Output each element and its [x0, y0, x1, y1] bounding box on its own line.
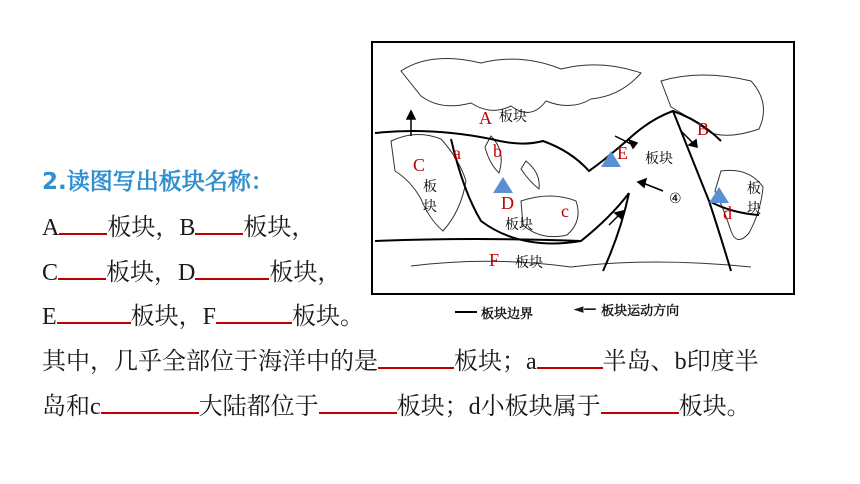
line-text: 大陆都位于 [198, 394, 319, 420]
answer-blank-plate[interactable] [319, 390, 397, 414]
answer-line-2 [42, 256, 341, 288]
question-title: 2.读图写出板块名称： [42, 169, 274, 195]
label-c: c [561, 201, 569, 221]
answer-blank-d-plate[interactable] [601, 390, 679, 414]
label-D: D [501, 193, 514, 213]
label-circle-4: ④ [669, 191, 682, 207]
answer-blank-d[interactable] [195, 256, 269, 280]
line-text: 板块，F [130, 304, 217, 330]
label-right-text1: 板 [747, 181, 761, 197]
answer-line-5 [42, 390, 751, 422]
label-F: F [489, 250, 500, 270]
line-text: 板块；d小板块属于 [396, 394, 601, 420]
answer-blank-e[interactable] [57, 300, 131, 324]
label-A-text: 板块 [499, 109, 527, 125]
legend-boundary: 板块边界 [455, 303, 533, 322]
answer-blank-b[interactable] [195, 211, 243, 235]
line-text: 其中，几乎全部位于海洋中的是 [42, 349, 378, 375]
answer-blank-c-continent[interactable] [101, 390, 199, 414]
legend-motion: ◄— 板块运动方向 [573, 302, 680, 319]
label-right-text2: 块 [747, 201, 761, 217]
label-F-text: 板块 [515, 255, 543, 271]
line-text: 半岛、b印度半 [602, 349, 759, 375]
line-text: 板块，B [107, 215, 196, 241]
map-legend [455, 300, 679, 322]
line-text: 岛和c [42, 394, 101, 420]
label-A: A [479, 108, 492, 128]
answer-line-4 [42, 345, 759, 377]
line-text: E [42, 304, 57, 330]
label-d: d [723, 203, 732, 223]
line-text: 板块，D [106, 260, 196, 286]
answer-blank-a[interactable] [59, 211, 107, 235]
label-E-text: 板块 [645, 151, 673, 167]
map-frame [372, 42, 794, 294]
line-text: A [42, 215, 60, 241]
plate-map [371, 41, 795, 295]
answer-blank-f[interactable] [216, 300, 292, 324]
line-text: 板块。 [678, 394, 751, 420]
answer-blank-ocean[interactable] [378, 345, 454, 369]
answer-blank-a-peninsula[interactable] [537, 345, 603, 369]
label-B: B [697, 119, 710, 139]
line-text: 板块， [243, 215, 316, 241]
label-b: b [493, 141, 502, 161]
label-C-text1: 板 [423, 179, 437, 195]
label-inner-text: 板块 [505, 217, 533, 233]
answer-line-1 [42, 211, 315, 243]
answer-line-3 [42, 300, 364, 332]
label-C: C [413, 155, 426, 175]
label-C-text2: 块 [423, 199, 437, 215]
line-text: 板块。 [292, 304, 365, 330]
line-text: C [42, 260, 59, 286]
line-text: 板块， [269, 260, 342, 286]
answer-blank-c[interactable] [58, 256, 106, 280]
label-a: a [453, 143, 461, 163]
label-E: E [617, 143, 628, 163]
line-text: 板块；a [454, 349, 537, 375]
